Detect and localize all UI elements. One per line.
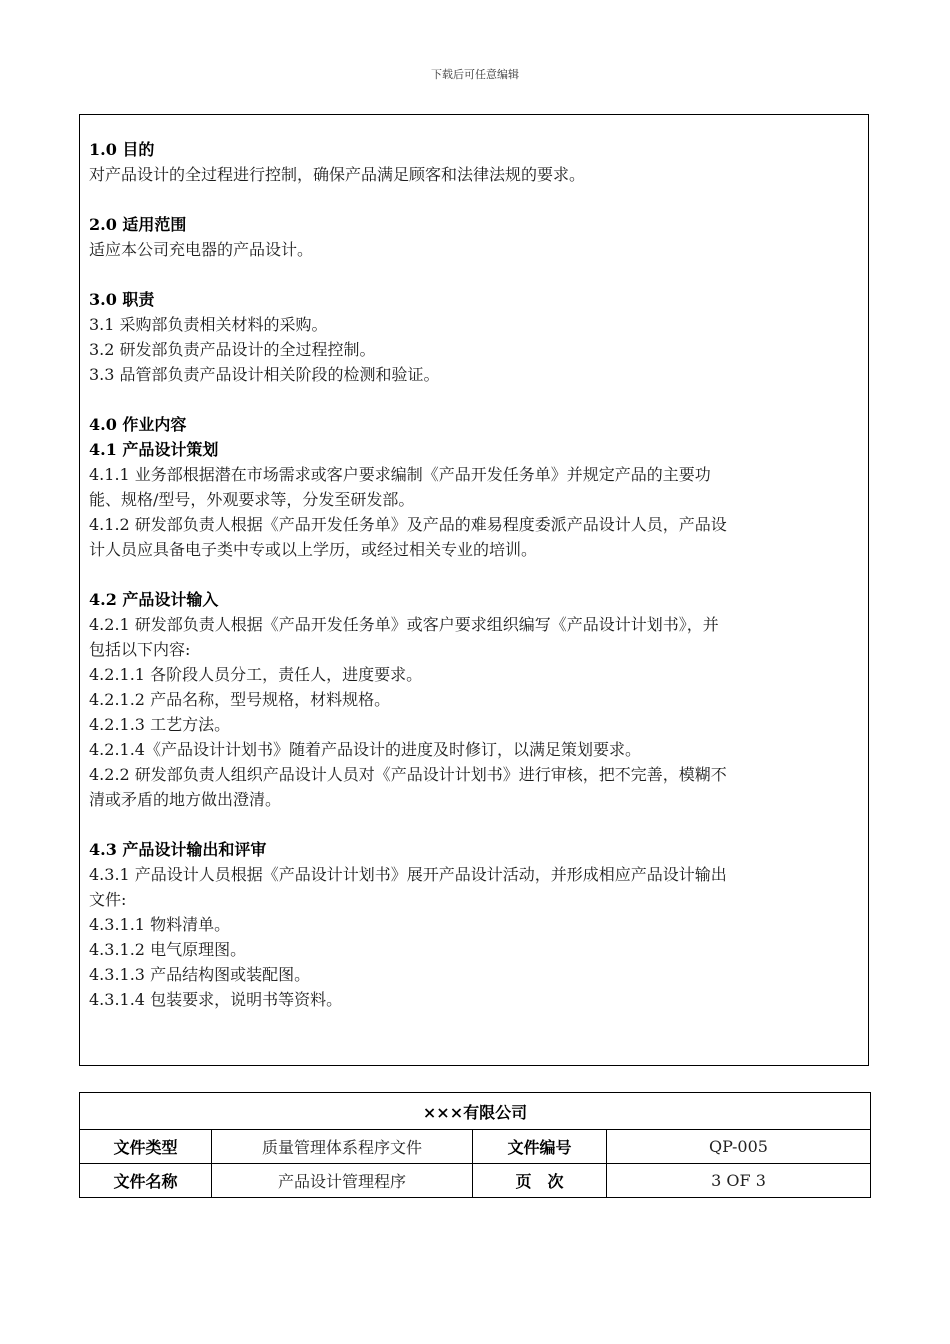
table-row: [80, 1093, 871, 1130]
paragraph: 清或矛盾的地方做出澄清。: [89, 790, 282, 809]
spacer: [89, 262, 861, 287]
doc-type-value: 质量管理体系程序文件: [212, 1130, 473, 1164]
table-row: [80, 1164, 871, 1198]
section-heading-operations: 4.0 作业内容: [89, 415, 187, 434]
document-content: [89, 137, 861, 1012]
list-item: 3.3 品管部负责产品设计相关阶段的检测和验证。: [89, 365, 440, 384]
spacer: [89, 387, 861, 412]
paragraph: 4.3.1 产品设计人员根据《产品设计计划书》展开产品设计活动，并形成相应产品设计输出: [89, 865, 727, 884]
spacer: [89, 562, 861, 587]
table-row: [80, 1130, 871, 1164]
list-item: 4.3.1.3 产品结构图或装配图。: [89, 965, 311, 984]
paragraph: 4.1.1 业务部根据潜在市场需求或客户要求编制《产品开发任务单》并规定产品的主要功: [89, 465, 711, 484]
paragraph: 适应本公司充电器的产品设计。: [89, 240, 314, 259]
paragraph: 包括以下内容:: [89, 640, 191, 659]
page-value: 3 OF 3: [607, 1164, 871, 1198]
list-item: 3.2 研发部负责产品设计的全过程控制。: [89, 340, 376, 359]
list-item: 3.1 采购部负责相关材料的采购。: [89, 315, 328, 334]
spacer: [89, 187, 861, 212]
paragraph: 4.1.2 研发部负责人根据《产品开发任务单》及产品的难易程度委派产品设计人员，产品设: [89, 515, 727, 534]
list-item: 4.3.1.2 电气原理图。: [89, 940, 247, 959]
doc-number-value: QP-005: [607, 1130, 871, 1164]
header-note: 下载后可任意编辑: [431, 68, 519, 81]
paragraph: 4.2.2 研发部负责人组织产品设计人员对《产品设计计划书》进行审核，把不完善，模糊不: [89, 765, 727, 784]
section-heading-responsibilities: 3.0 职责: [89, 290, 155, 309]
list-item: 4.2.1.3 工艺方法。: [89, 715, 231, 734]
paragraph: 计人员应具备电子类中专或以上学历，或经过相关专业的培训。: [89, 540, 538, 559]
list-item: 4.3.1.1 物料清单。: [89, 915, 231, 934]
doc-type-label: 文件类型: [80, 1130, 212, 1164]
doc-name-value: 产品设计管理程序: [212, 1164, 473, 1198]
document-body-box: [79, 114, 869, 1066]
list-item: 4.2.1.2 产品名称，型号规格，材料规格。: [89, 690, 391, 709]
page-label: 页 次: [473, 1164, 607, 1198]
spacer: [89, 812, 861, 837]
list-item: 4.2.1.4《产品设计计划书》随着产品设计的进度及时修订，以满足策划要求。: [89, 740, 641, 759]
paragraph: 能、规格/型号，外观要求等，分发至研发部。: [89, 490, 415, 509]
paragraph: 对产品设计的全过程进行控制，确保产品满足顾客和法律法规的要求。: [89, 165, 586, 184]
section-heading-scope: 2.0 适用范围: [89, 215, 187, 234]
company-name: ×××有限公司: [80, 1093, 871, 1130]
list-item: 4.2.1.1 各阶段人员分工，责任人，进度要求。: [89, 665, 423, 684]
doc-number-label: 文件编号: [473, 1130, 607, 1164]
document-info-table: [79, 1092, 871, 1198]
paragraph: 文件:: [89, 890, 127, 909]
list-item: 4.3.1.4 包装要求，说明书等资料。: [89, 990, 343, 1009]
doc-name-label: 文件名称: [80, 1164, 212, 1198]
section-heading-purpose: 1.0 目的: [89, 140, 155, 159]
subsection-heading-design-output: 4.3 产品设计输出和评审: [89, 840, 267, 859]
subsection-heading-design-input: 4.2 产品设计输入: [89, 590, 219, 609]
subsection-heading-planning: 4.1 产品设计策划: [89, 440, 219, 459]
paragraph: 4.2.1 研发部负责人根据《产品开发任务单》或客户要求组织编写《产品设计计划书》，并: [89, 615, 719, 634]
